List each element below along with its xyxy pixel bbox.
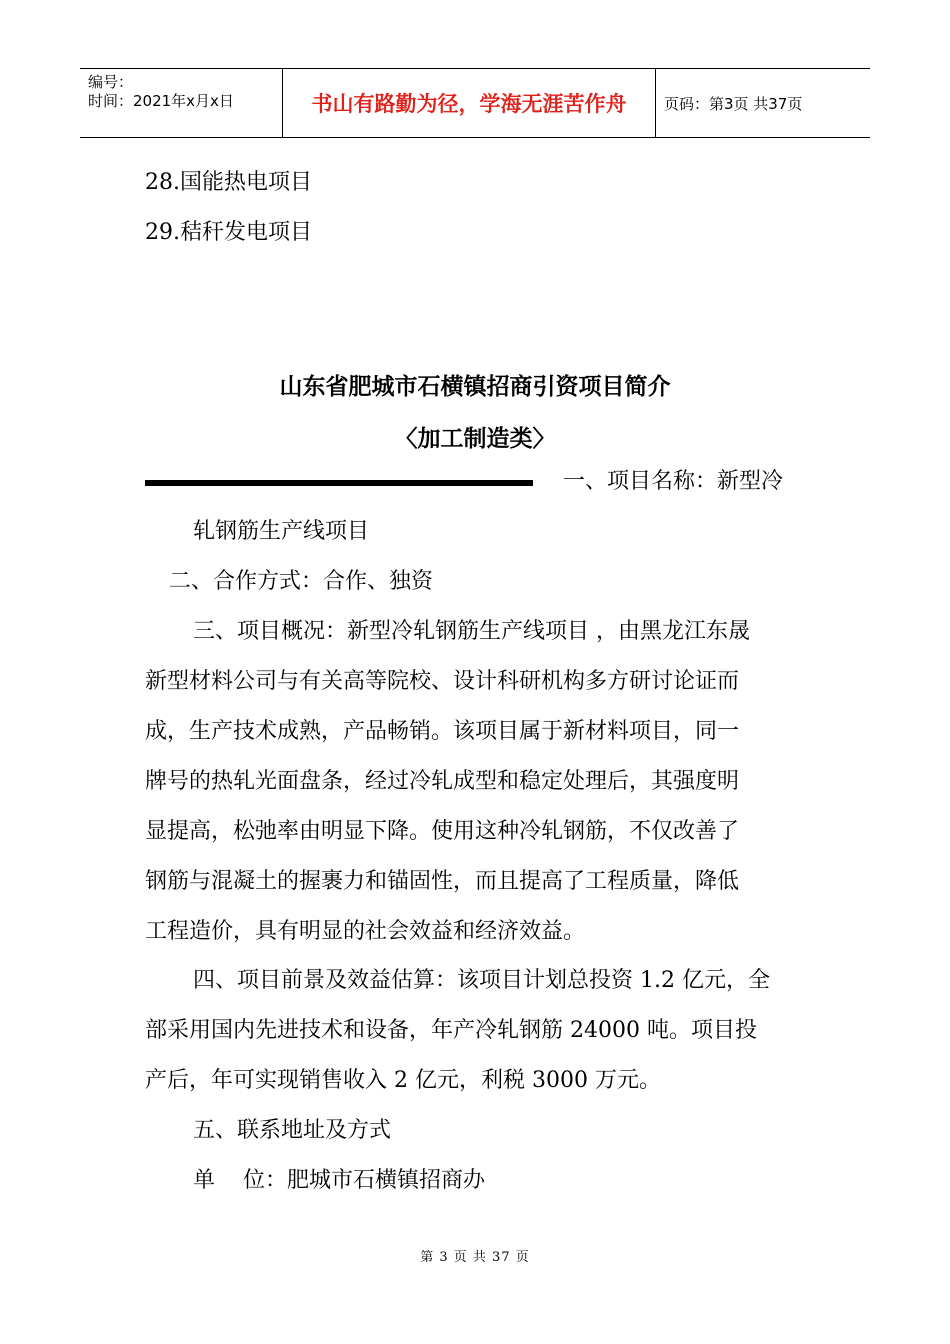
- header-motto: 书山有路勤为径，学海无涯苦作舟: [282, 69, 656, 137]
- list-item: 29.秸秆发电项目: [145, 220, 312, 245]
- paragraph-line: 一、项目名称：新型冷: [563, 469, 784, 494]
- paragraph-line: 工程造价，具有明显的社会效益和经济效益。: [145, 919, 586, 944]
- paragraph-line: 成，生产技术成熟，产品畅销。该项目属于新材料项目，同一: [145, 719, 740, 744]
- header-time-label: 时间：2021年x月x日: [88, 92, 234, 110]
- paragraph-line: 三、项目概况：新型冷轧钢筋生产线项目 ，由黑龙江东晟: [193, 619, 750, 644]
- paragraph-line: 显提高，松弛率由明显下降。使用这种冷轧钢筋，不仅改善了: [145, 819, 740, 844]
- header-meta: [88, 73, 278, 111]
- document-title: 山东省肥城市石横镇招商引资项目简介: [279, 373, 671, 400]
- list-item: 28.国能热电项目: [145, 170, 312, 195]
- paragraph-line: 二、合作方式：合作、独资: [169, 569, 434, 594]
- paragraph-line: 四、项目前景及效益估算：该项目计划总投资 1.2 亿元，全: [193, 968, 770, 993]
- header-code-label: 编号：: [88, 73, 134, 91]
- page-footer: 第 3 页 共 37 页: [420, 1250, 530, 1265]
- document-subtitle: 〈加工制造类〉: [394, 425, 556, 452]
- paragraph-line: 钢筋与混凝土的握裹力和锚固性，而且提高了工程质量，降低: [145, 869, 740, 894]
- header-page-info: 页码：第3页 共37页: [664, 94, 803, 113]
- paragraph-line: 产后，年可实现销售收入 2 亿元，利税 3000 万元。: [145, 1068, 661, 1093]
- paragraph-line: 单 位：肥城市石横镇招商办: [193, 1168, 485, 1193]
- horizontal-rule: [145, 480, 533, 486]
- paragraph-line: 新型材料公司与有关高等院校、设计科研机构多方研讨论证而: [145, 669, 740, 694]
- paragraph-line: 五、联系地址及方式: [193, 1118, 392, 1143]
- page-header: [80, 68, 870, 138]
- paragraph-line: 牌号的热轧光面盘条，经过冷轧成型和稳定处理后，其强度明: [145, 769, 740, 794]
- paragraph-line: 部采用国内先进技术和设备，年产冷轧钢筋 24000 吨。项目投: [145, 1018, 757, 1043]
- paragraph-line: 轧钢筋生产线项目: [193, 519, 370, 544]
